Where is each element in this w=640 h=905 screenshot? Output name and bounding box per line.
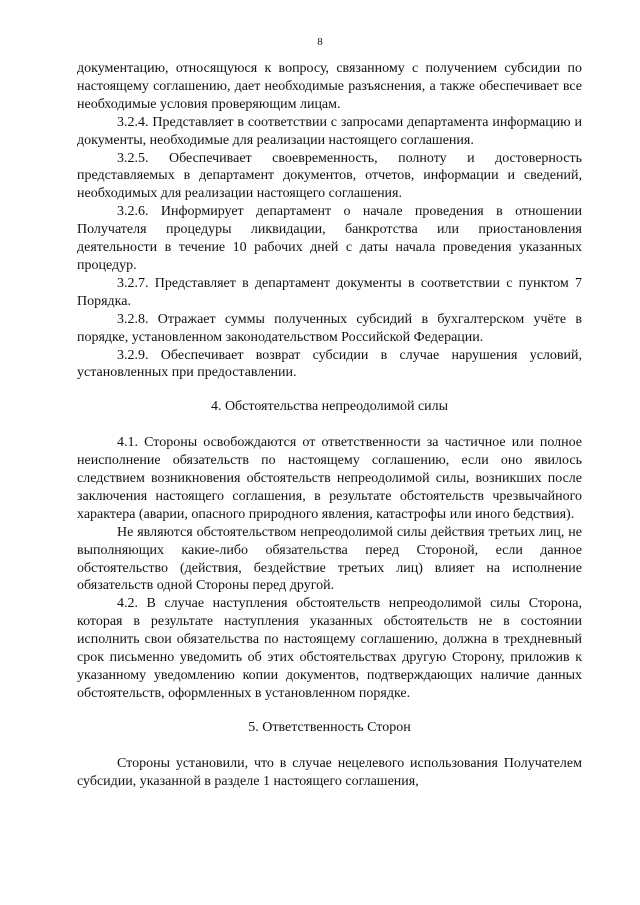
paragraph-3-2-9: 3.2.9. Обеспечивает возврат субсидии в случае нарушения условий, установленных при предоставлении. [77, 347, 582, 381]
paragraph-5-intro: Стороны установили, что в случае нецелевого использования Получателем субсидии, указанной в разделе 1 настоящего соглашения, [77, 755, 582, 789]
paragraph-4-2: 4.2. В случае наступления обстоятельств непреодолимой силы Сторона, которая в результате наступления указанных обстоятельств не в состоянии исполнить свои обязательства по настоящему соглашению, должна в трехдневный срок письменно уведомить об этих обстоятельствах другую Сторону, приложив к указанному уведомлению копии документов, подтверждающих наличие данных обстоятельств, оформленных в установленном порядке. [77, 596, 582, 701]
section-4-heading: 4. Обстоятельства непреодолимой силы [210, 399, 449, 415]
paragraph-continuation: документацию, относящуюся к вопросу, связанному с получением субсидии по настоящему соглашению, дает необходимые разъяснения, а также обеспечивает все необходимые условия проверяющим лицам. [77, 61, 582, 112]
paragraph-3-2-7: 3.2.7. Представляет в департамент документы в соответствии с пунктом 7 Порядка. [77, 275, 582, 309]
section-5-heading: 5. Ответственность Сторон [248, 719, 411, 735]
paragraph-3-2-5: 3.2.5. Обеспечивает своевременность, полноту и достоверность представляемых в департамент документов, отчетов, информации и сведений, необходимых для реализации настоящего соглашения. [77, 150, 582, 202]
paragraph-4-1: 4.1. Стороны освобождаются от ответственности за частичное или полное неисполнение обязательств по настоящему соглашению, если оно явилось следствием возникновения обстоятельств непреодолимой силы, возникших после заключения настоящего соглашения, в результате обстоятельств чрезвычайного характера (аварии, опасного природного явления, катастрофы или иного бедствия). [77, 435, 582, 522]
document-body [77, 60, 582, 791]
paragraph-3-2-6: 3.2.6. Информирует департамент о начале проведения в отношении Получателя процедуры ликвидации, банкротства или приостановления деятельности в течение 10 рабочих дней с даты начала проведения указанных процедур. [77, 204, 582, 273]
page-number: 8 [317, 36, 323, 48]
paragraph-3-2-4: 3.2.4. Представляет в соответствии с запросами департамента информацию и документы, необходимые для реализации настоящего соглашения. [77, 114, 582, 148]
paragraph-3-2-8: 3.2.8. Отражает суммы полученных субсидий в бухгалтерском учёте в порядке, установленном законодательством Российской Федерации. [77, 311, 582, 345]
paragraph-4-1-note: Не являются обстоятельством непреодолимой силы действия третьих лиц, не выполняющих какие-либо обязательства перед Стороной, если данное обстоятельство (действия, бездействие третьих лиц) влияет на исполнение обязательств одной Стороны перед другой. [77, 524, 582, 594]
